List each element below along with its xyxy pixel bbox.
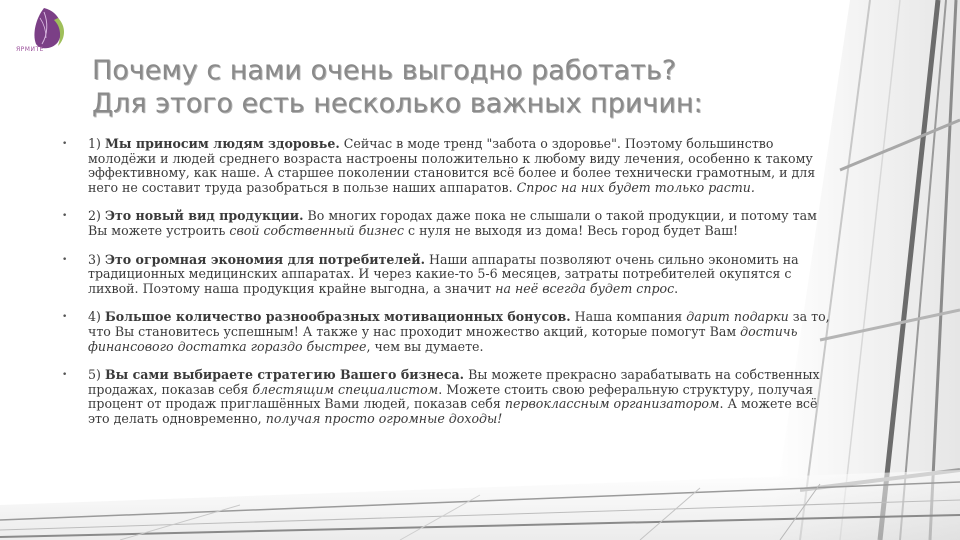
item-emphasis: достичь финансового достатка гораздо быстрее bbox=[88, 323, 798, 354]
item-text: Сейчас в моде тренд "забота о здоровье". Поэтому большинство молодёжи и людей среднего возраста настроены положительно к любому виду лечения, особенно к такому эффективному, как наше. А старшее поколении становится всё более и более технически грамотным, и для него не составит труда разобраться в пользе наших аппаратов. bbox=[88, 136, 816, 195]
logo-text: ЯРМИТЕ bbox=[16, 46, 44, 53]
bullet: • bbox=[62, 211, 68, 222]
item-heading: Большое количество разнообразных мотивационных бонусов. bbox=[104, 309, 571, 325]
item-emphasis: блестящим специалистом bbox=[252, 381, 439, 397]
bullet: • bbox=[62, 254, 68, 265]
reason-item-3 bbox=[62, 253, 834, 297]
slide-title bbox=[92, 54, 792, 120]
item-text: за то, что Вы становитесь успешным! А также у нас проходит множество акций, которые помогут Вам bbox=[88, 309, 830, 339]
item-number: 3) bbox=[88, 251, 105, 267]
bullet: • bbox=[62, 312, 68, 323]
bullet: • bbox=[62, 139, 68, 149]
item-text: . Можете стоить свою реферальную структуру, получая процент от продаж приглашённых Вами людей, показав себя bbox=[88, 381, 814, 412]
title-line-2: Для этого есть несколько важных причин: bbox=[92, 88, 703, 119]
bullet: • bbox=[62, 370, 68, 381]
title-line-1: Почему с нами очень выгодно работать? bbox=[92, 55, 677, 86]
item-text: . А можете всё это делать одновременно, bbox=[88, 396, 818, 426]
item-emphasis: на неё всегда будет спрос bbox=[495, 280, 675, 296]
item-heading: Это новый вид продукции. bbox=[104, 208, 304, 224]
item-number: 4) bbox=[88, 309, 105, 325]
item-emphasis: свой собственный бизнес bbox=[229, 222, 405, 238]
item-emphasis: дарит подарки bbox=[686, 309, 789, 325]
reason-item-1 bbox=[62, 137, 834, 195]
item-text: Во многих городах даже пока не слышали о такой продукции, и потому там Вы можете устроить bbox=[88, 208, 817, 238]
item-number: 5) bbox=[88, 367, 105, 383]
item-heading: Вы сами выбираете стратегию Вашего бизнеса. bbox=[104, 367, 465, 383]
item-text: с нуля не выходя из дома! Весь город будет Ваш! bbox=[404, 222, 739, 238]
item-number: 1) bbox=[88, 136, 105, 151]
item-text: , чем вы думаете. bbox=[366, 338, 484, 354]
item-emphasis: первоклассным организатором bbox=[504, 396, 720, 412]
reason-item-2 bbox=[62, 209, 834, 238]
item-emphasis: Спрос на них будет только расти. bbox=[512, 179, 755, 195]
item-emphasis: получая просто огромные доходы! bbox=[265, 410, 503, 426]
item-text: . bbox=[674, 280, 679, 296]
item-text: Вы можете прекрасно зарабатывать на собственных продажах, показав себя bbox=[88, 367, 820, 397]
item-number: 2) bbox=[88, 208, 105, 224]
item-heading: Мы приносим людям здоровье. bbox=[104, 136, 340, 151]
item-text: Наши аппараты позволяют очень сильно экономить на традиционных медицинских аппаратах. И через какие-то 5-6 месяцев, затраты потребителей окупятся с лихвой. Поэтому наша продукция крайне выгодна, а значит bbox=[88, 251, 799, 296]
item-text: Наша компания bbox=[570, 309, 687, 325]
reason-item-5 bbox=[62, 368, 834, 426]
reasons-list bbox=[62, 137, 834, 441]
reason-item-4 bbox=[62, 310, 834, 354]
item-heading: Это огромная экономия для потребителей. bbox=[104, 251, 425, 267]
